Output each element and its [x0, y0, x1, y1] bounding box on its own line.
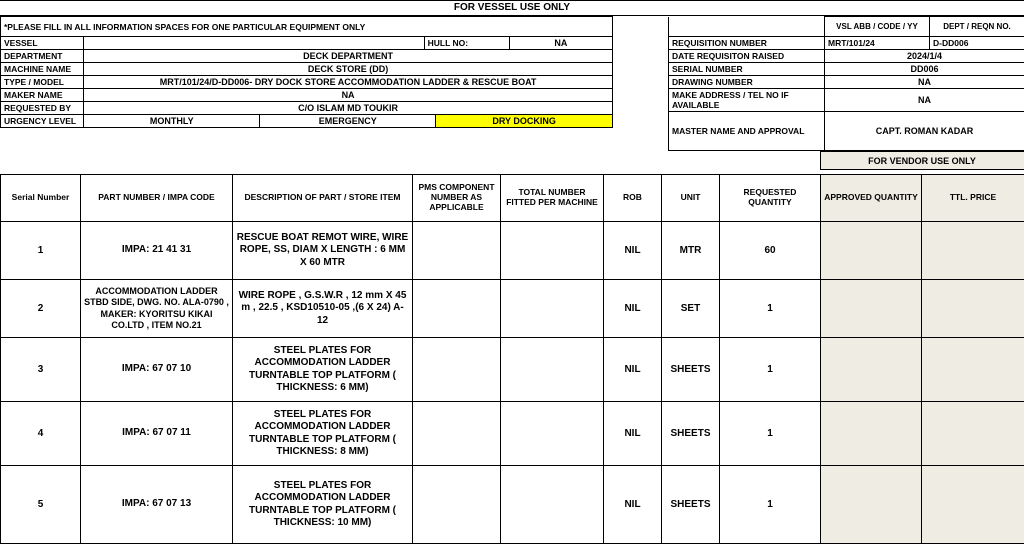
label-machine-name: MACHINE NAME: [1, 63, 84, 76]
column-total-fitted: TOTAL NUMBER FITTED PER MACHINE: [501, 175, 604, 222]
cell-requested-qty: 1: [720, 402, 821, 466]
cell-serial: 5: [1, 466, 81, 544]
label-requisition-number: REQUISITION NUMBER: [669, 37, 825, 50]
cell-pms[interactable]: [413, 280, 501, 338]
value-vessel[interactable]: [84, 37, 425, 50]
value-type-model[interactable]: MRT/101/24/D-DD006- DRY DOCK STORE ACCOMMODATION LADDER & RESCUE BOAT: [84, 76, 613, 89]
cell-approved-qty[interactable]: [821, 280, 922, 338]
table-row-requisition-number: [669, 37, 1024, 50]
cell-requested-qty: 1: [720, 280, 821, 338]
cell-ttl-price[interactable]: [922, 222, 1024, 280]
cell-rob: NIL: [604, 338, 662, 402]
column-vsl-abb-code-yy: VSL ABB / CODE / YY: [825, 17, 930, 37]
cell-ttl-price[interactable]: [922, 466, 1024, 544]
cell-rob: NIL: [604, 466, 662, 544]
value-date-raised[interactable]: 2024/1/4: [825, 50, 1024, 63]
urgency-option-emergency[interactable]: EMERGENCY: [260, 115, 436, 127]
cell-approved-qty[interactable]: [821, 466, 922, 544]
cell-pms[interactable]: [413, 402, 501, 466]
cell-approved-qty[interactable]: [821, 222, 922, 280]
cell-total-fitted[interactable]: [501, 280, 604, 338]
cell-serial: 1: [1, 222, 81, 280]
label-date-raised: DATE REQUISITON RAISED: [669, 50, 825, 63]
cell-total-fitted[interactable]: [501, 222, 604, 280]
items-table: [0, 174, 1024, 544]
table-row: [1, 222, 1024, 280]
instruction-text: *PLEASE FILL IN ALL INFORMATION SPACES FOR ONE PARTICULAR EQUIPMENT ONLY: [1, 17, 613, 37]
instruction-row: [1, 17, 613, 37]
label-urgency-level: URGENCY LEVEL: [1, 115, 84, 128]
table-row-requested-by: [1, 102, 613, 115]
cell-description: STEEL PLATES FOR ACCOMMODATION LADDER TURNTABLE TOP PLATFORM ( THICKNESS: 10 MM): [233, 466, 413, 544]
value-requisition-number[interactable]: MRT/101/24: [825, 37, 930, 50]
table-row-serial-number: [669, 63, 1024, 76]
cell-ttl-price[interactable]: [922, 402, 1024, 466]
vendor-use-header: FOR VENDOR USE ONLY: [820, 152, 1024, 170]
label-drawing-number: DRAWING NUMBER: [669, 76, 825, 89]
table-row: [1, 338, 1024, 402]
cell-total-fitted[interactable]: [501, 466, 604, 544]
cell-serial: 3: [1, 338, 81, 402]
table-row-department: [1, 50, 613, 63]
label-department: DEPARTMENT: [1, 50, 84, 63]
label-master-approval: MASTER NAME AND APPROVAL: [669, 112, 825, 151]
table-row-urgency-level: [1, 115, 613, 128]
cell-pms[interactable]: [413, 338, 501, 402]
value-requested-by[interactable]: C/O ISLAM MD TOUKIR: [84, 102, 613, 115]
label-requested-by: REQUESTED BY: [1, 102, 84, 115]
cell-unit: SHEETS: [662, 338, 720, 402]
column-description: DESCRIPTION OF PART / STORE ITEM: [233, 175, 413, 222]
column-requested-quantity: REQUESTED QUANTITY: [720, 175, 821, 222]
cell-unit: SHEETS: [662, 402, 720, 466]
reqn-col-blank: [669, 17, 825, 37]
table-row-maker-name: [1, 89, 613, 102]
cell-description: WIRE ROPE , G.S.W.R , 12 mm X 45 m , 22.5 , KSD10510-05 ,(6 X 24) A-12: [233, 280, 413, 338]
vendor-strip-spacer: [0, 152, 820, 170]
table-row: [1, 466, 1024, 544]
urgency-option-monthly[interactable]: MONTHLY: [84, 115, 260, 127]
label-vessel: VESSEL: [1, 37, 84, 50]
cell-description: STEEL PLATES FOR ACCOMMODATION LADDER TURNTABLE TOP PLATFORM ( THICKNESS: 6 MM): [233, 338, 413, 402]
cell-description: STEEL PLATES FOR ACCOMMODATION LADDER TURNTABLE TOP PLATFORM ( THICKNESS: 8 MM): [233, 402, 413, 466]
column-serial-number: Serial Number: [1, 175, 81, 222]
document-title: FOR VESSEL USE ONLY: [0, 0, 1024, 16]
value-serial-number[interactable]: DD006: [825, 63, 1024, 76]
table-row-vessel: [1, 37, 613, 50]
label-make-address: MAKE ADDRESS / TEL NO IF AVAILABLE: [669, 89, 825, 112]
cell-total-fitted[interactable]: [501, 402, 604, 466]
value-dept-reqn-no[interactable]: D-DD006: [930, 37, 1024, 50]
cell-ttl-price[interactable]: [922, 280, 1024, 338]
value-machine-name[interactable]: DECK STORE (DD): [84, 63, 613, 76]
cell-approved-qty[interactable]: [821, 338, 922, 402]
cell-pms[interactable]: [413, 466, 501, 544]
label-maker-name: MAKER NAME: [1, 89, 84, 102]
table-row-machine-name: [1, 63, 613, 76]
label-type-model: TYPE / MODEL: [1, 76, 84, 89]
requisition-info-block: [668, 16, 1024, 151]
cell-rob: NIL: [604, 222, 662, 280]
urgency-option-drydocking[interactable]: DRY DOCKING: [436, 115, 612, 127]
table-row-date-raised: [669, 50, 1024, 63]
value-drawing-number[interactable]: NA: [825, 76, 1024, 89]
urgency-options-cell: [84, 115, 613, 128]
column-pms-component: PMS COMPONENT NUMBER AS APPLICABLE: [413, 175, 501, 222]
cell-serial: 4: [1, 402, 81, 466]
value-make-address[interactable]: NA: [825, 89, 1024, 112]
table-row-make-address: [669, 89, 1024, 112]
table-row: [1, 280, 1024, 338]
cell-part-number: IMPA: 67 07 13: [81, 466, 233, 544]
cell-part-number: IMPA: 21 41 31: [81, 222, 233, 280]
column-dept-reqn-no: DEPT / REQN NO.: [930, 17, 1024, 37]
cell-unit: SET: [662, 280, 720, 338]
column-part-number: PART NUMBER / IMPA CODE: [81, 175, 233, 222]
cell-unit: MTR: [662, 222, 720, 280]
header-area: [0, 16, 1024, 151]
vessel-info-block: [0, 16, 613, 128]
value-master-approval[interactable]: CAPT. ROMAN KADAR: [825, 112, 1024, 151]
requisition-info-table: [668, 16, 1024, 151]
column-unit: UNIT: [662, 175, 720, 222]
label-hull-no: HULL NO:: [424, 37, 509, 50]
cell-approved-qty[interactable]: [821, 402, 922, 466]
cell-total-fitted[interactable]: [501, 338, 604, 402]
column-ttl-price: TTL. PRICE: [922, 175, 1024, 222]
cell-pms[interactable]: [413, 222, 501, 280]
column-rob: ROB: [604, 175, 662, 222]
value-maker-name[interactable]: NA: [84, 89, 613, 102]
value-department[interactable]: DECK DEPARTMENT: [84, 50, 613, 63]
cell-requested-qty: 60: [720, 222, 821, 280]
cell-part-number: IMPA: 67 07 11: [81, 402, 233, 466]
items-header-row: [1, 175, 1024, 222]
table-row-master-approval: [669, 112, 1024, 151]
cell-serial: 2: [1, 280, 81, 338]
vendor-use-strip: [0, 151, 1024, 170]
table-row-drawing-number: [669, 76, 1024, 89]
column-approved-quantity: APPROVED QUANTITY: [821, 175, 922, 222]
cell-ttl-price[interactable]: [922, 338, 1024, 402]
cell-description: RESCUE BOAT REMOT WIRE, WIRE ROPE, SS, DIAM X LENGTH : 6 MM X 60 MTR: [233, 222, 413, 280]
table-row-reqn-columns: [669, 17, 1024, 37]
cell-unit: SHEETS: [662, 466, 720, 544]
cell-part-number: ACCOMMODATION LADDER STBD SIDE, DWG. NO. ALA-0790 , MAKER: KYORITSU KIKAI CO.LTD , ITEM NO.21: [81, 280, 233, 338]
cell-rob: NIL: [604, 402, 662, 466]
cell-requested-qty: 1: [720, 338, 821, 402]
cell-part-number: IMPA: 67 07 10: [81, 338, 233, 402]
cell-rob: NIL: [604, 280, 662, 338]
value-hull-no[interactable]: NA: [509, 37, 612, 50]
vessel-info-table: [0, 16, 613, 128]
table-row: [1, 402, 1024, 466]
cell-requested-qty: 1: [720, 466, 821, 544]
table-row-type-model: [1, 76, 613, 89]
label-serial-number: SERIAL NUMBER: [669, 63, 825, 76]
